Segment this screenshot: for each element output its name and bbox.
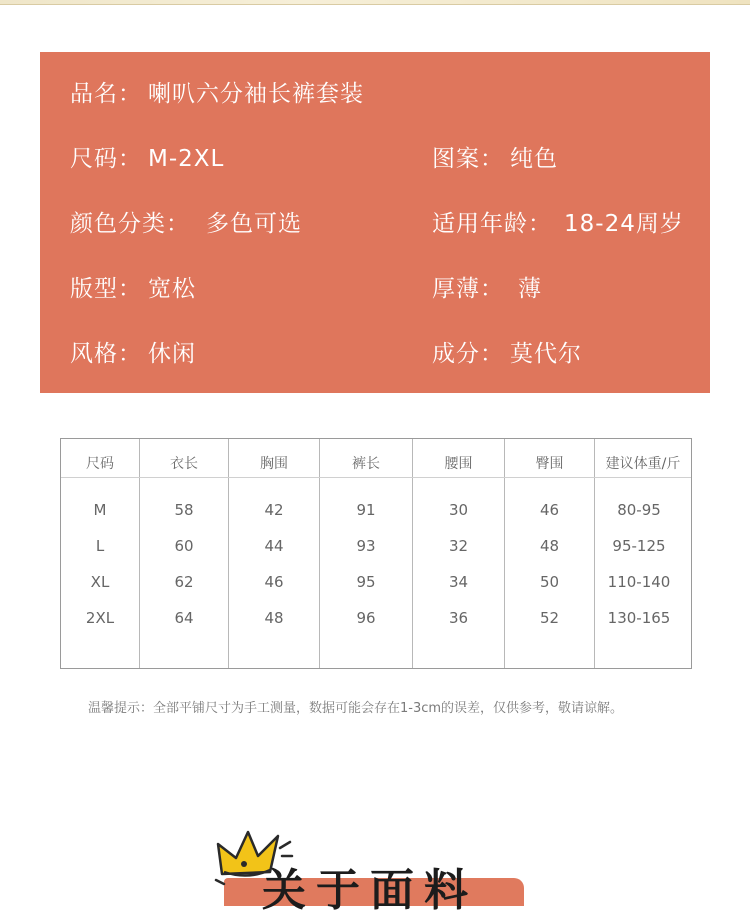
size-table	[60, 438, 692, 669]
header-size: 尺码	[86, 456, 114, 472]
pattern-value: 纯色	[510, 146, 558, 172]
age-row	[432, 209, 684, 239]
cell-top-length: 60	[174, 537, 194, 555]
cell-bust: 48	[264, 609, 284, 627]
product-name-label: 品名：	[70, 81, 142, 107]
age-value: 18-24周岁	[564, 211, 684, 237]
size-label: 尺码：	[70, 146, 142, 172]
pattern-row	[432, 144, 558, 174]
top-decor-line	[0, 4, 750, 5]
cell-bust: 46	[264, 573, 284, 591]
product-name-value: 喇叭六分袖长裤套装	[148, 81, 364, 107]
header-bust: 胸围	[260, 456, 288, 472]
cell-pants-length: 93	[356, 537, 376, 555]
color-value: 多色可选	[206, 211, 302, 237]
cell-weight: 95-125	[612, 537, 666, 555]
cell-waist: 30	[448, 501, 469, 519]
cell-size: M	[93, 501, 107, 519]
cell-hip: 46	[539, 501, 560, 519]
material-row	[432, 339, 582, 369]
age-label: 适用年龄：	[432, 211, 552, 237]
color-row	[70, 209, 302, 239]
size-row	[70, 144, 224, 174]
cell-size: XL	[90, 573, 110, 591]
header-weight: 建议体重/斤	[605, 456, 681, 472]
thickness-row	[432, 274, 542, 304]
cell-bust: 44	[264, 537, 284, 555]
cell-pants-length: 96	[356, 609, 376, 627]
cell-hip: 52	[539, 609, 560, 627]
cell-waist: 34	[448, 573, 469, 591]
cell-hip: 50	[539, 573, 560, 591]
material-label: 成分：	[432, 341, 504, 367]
cell-weight: 110-140	[607, 573, 671, 591]
thickness-label: 厚薄：	[432, 276, 504, 302]
product-name-row	[70, 79, 364, 109]
header-pants-length: 裤长	[352, 456, 380, 472]
header-top-length: 衣长	[170, 456, 198, 472]
size-value: M-2XL	[148, 146, 225, 172]
fabric-section-title: 关于面料	[262, 865, 478, 916]
cell-pants-length: 95	[356, 573, 376, 591]
pattern-label: 图案：	[432, 146, 504, 172]
style-value: 休闲	[148, 341, 196, 367]
product-info-panel	[40, 52, 710, 393]
cell-top-length: 62	[174, 573, 194, 591]
cell-waist: 36	[448, 609, 469, 627]
cell-pants-length: 91	[356, 501, 376, 519]
thickness-value: 薄	[518, 276, 542, 302]
cell-weight: 80-95	[617, 501, 661, 519]
fit-value: 宽松	[148, 276, 196, 302]
cell-top-length: 64	[174, 609, 194, 627]
cell-size: 2XL	[85, 609, 115, 627]
header-hip: 臀围	[535, 456, 564, 472]
cell-hip: 48	[539, 537, 560, 555]
style-label: 风格：	[70, 341, 142, 367]
fit-row	[70, 274, 196, 304]
style-row	[70, 339, 196, 369]
cell-size: L	[95, 537, 105, 555]
color-label: 颜色分类：	[70, 211, 190, 237]
fit-label: 版型：	[70, 276, 142, 302]
table-header-divider	[61, 477, 691, 478]
header-waist: 腰围	[444, 456, 473, 472]
cell-top-length: 58	[174, 501, 194, 519]
cell-bust: 42	[264, 501, 284, 519]
cell-waist: 32	[448, 537, 469, 555]
cell-weight: 130-165	[607, 609, 671, 627]
measurement-tip: 温馨提示：全部平铺尺寸为手工测量，数据可能会存在1-3cm的误差，仅供参考，敬请谅解。	[88, 701, 624, 716]
material-value: 莫代尔	[510, 341, 582, 367]
